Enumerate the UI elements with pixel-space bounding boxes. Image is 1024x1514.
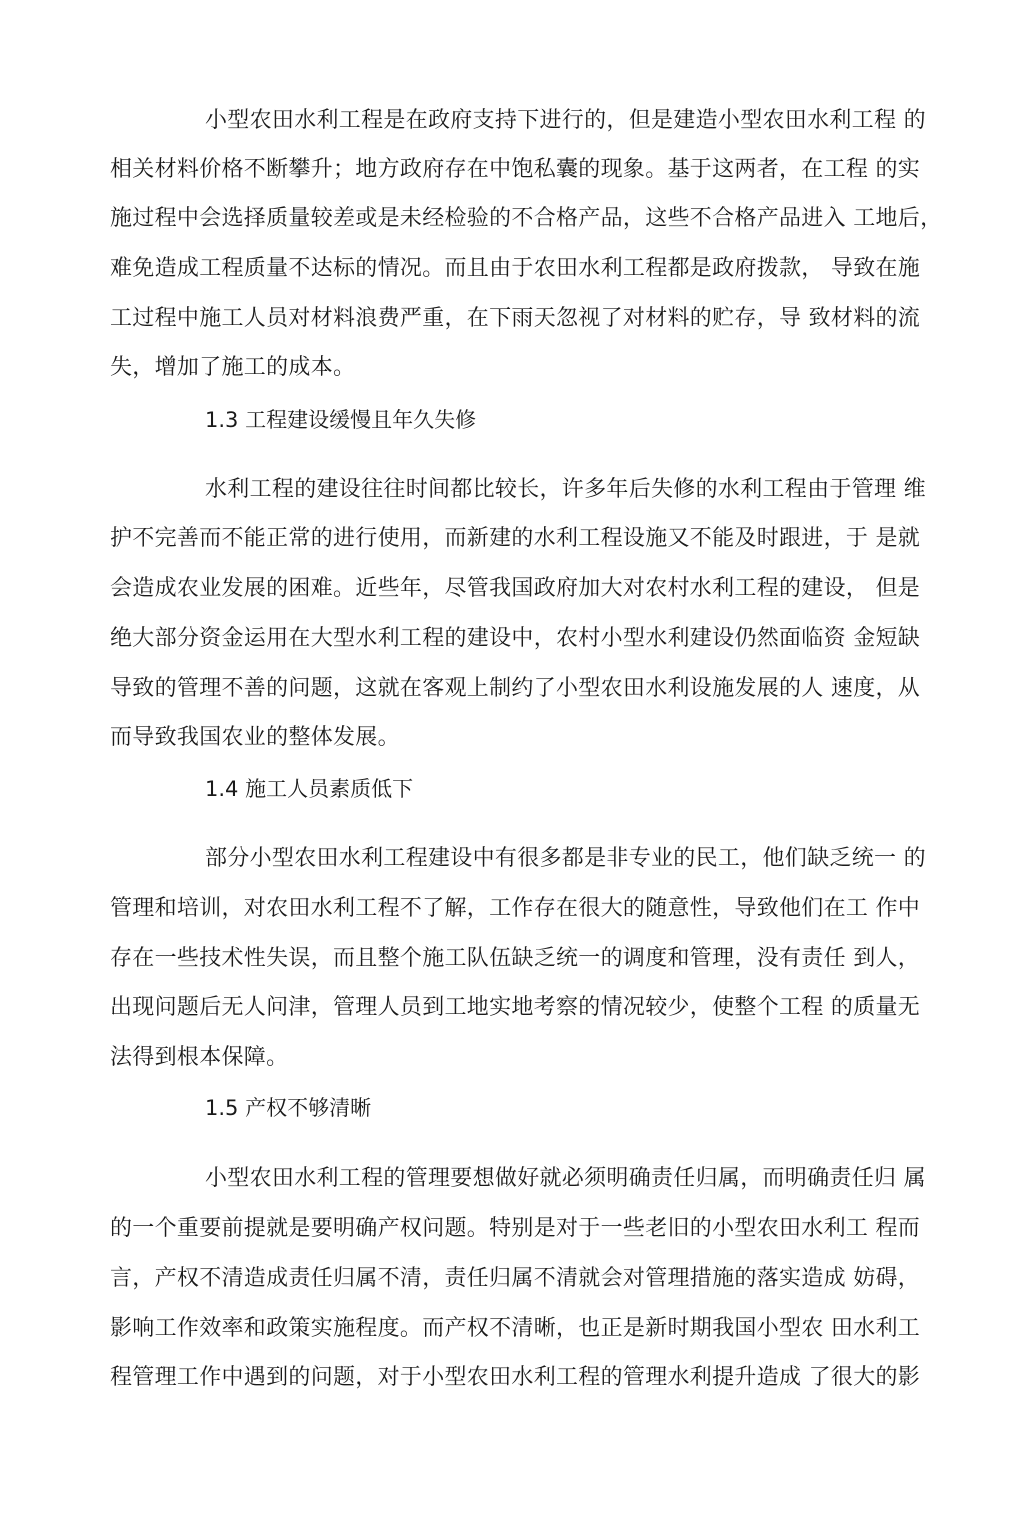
paragraph-1-line-2: 相关材料价格不断攀升；地方政府存在中饱私囊的现象。基于这两者，在工程 的实 bbox=[110, 157, 921, 182]
paragraph-1-line-3: 施过程中会选择质量较差或是未经检验的不合格产品，这些不合格产品进入 工地后， bbox=[110, 206, 943, 231]
paragraph-2-line-1: 水利工程的建设往往时间都比较长，许多年后失修的水利工程由于管理 维 bbox=[205, 477, 926, 502]
paragraph-4-line-3: 言，产权不清造成责任归属不清，责任归属不清就会对管理措施的落实造成 妨碍， bbox=[110, 1266, 921, 1291]
paragraph-3-line-5: 法得到根本保障。 bbox=[110, 1045, 289, 1070]
paragraph-1-line-6: 失，增加了施工的成本。 bbox=[110, 355, 356, 380]
paragraph-2-line-5: 导致的管理不善的问题，这就在客观上制约了小型农田水利设施发展的人 速度，从 bbox=[110, 676, 921, 701]
paragraph-4-line-2: 的一个重要前提就是要明确产权问题。特别是对于一些老旧的小型农田水利工 程而 bbox=[110, 1216, 921, 1241]
paragraph-3-line-3: 存在一些技术性失误，而且整个施工队伍缺乏统一的调度和管理，没有责任 到人， bbox=[110, 946, 921, 971]
paragraph-4-line-4: 影响工作效率和政策实施程度。而产权不清晰，也正是新时期我国小型农 田水利工 bbox=[110, 1316, 921, 1341]
paragraph-1-line-1: 小型农田水利工程是在政府支持下进行的，但是建造小型农田水利工程 的 bbox=[205, 108, 926, 133]
paragraph-2-line-2: 护不完善而不能正常的进行使用，而新建的水利工程设施又不能及时跟进，于 是就 bbox=[110, 526, 921, 551]
paragraph-2-line-4: 绝大部分资金运用在大型水利工程的建设中，农村小型水利建设仍然面临资 金短缺 bbox=[110, 626, 921, 651]
paragraph-2-line-3: 会造成农业发展的困难。近些年，尽管我国政府加大对农村水利工程的建设， 但是 bbox=[110, 576, 921, 601]
paragraph-3-line-2: 管理和培训，对农田水利工程不了解，工作存在很大的随意性，导致他们在工 作中 bbox=[110, 896, 921, 921]
section-heading-1-4: 1.4 施工人员素质低下 bbox=[205, 777, 414, 801]
paragraph-4-line-5: 程管理工作中遇到的问题，对于小型农田水利工程的管理水利提升造成 了很大的影 bbox=[110, 1365, 921, 1390]
paragraph-1-line-4: 难免造成工程质量不达标的情况。而且由于农田水利工程都是政府拨款， 导致在施 bbox=[110, 256, 921, 281]
paragraph-2-line-6: 而导致我国农业的整体发展。 bbox=[110, 725, 400, 750]
section-heading-1-3: 1.3 工程建设缓慢且年久失修 bbox=[205, 408, 477, 432]
paragraph-1-line-5: 工过程中施工人员对材料浪费严重，在下雨天忽视了对材料的贮存，导 致材料的流 bbox=[110, 306, 921, 331]
section-heading-1-5: 1.5 产权不够清晰 bbox=[205, 1096, 372, 1120]
paragraph-4-line-1: 小型农田水利工程的管理要想做好就必须明确责任归属，而明确责任归 属 bbox=[205, 1166, 926, 1191]
paragraph-3-line-1: 部分小型农田水利工程建设中有很多都是非专业的民工，他们缺乏统一 的 bbox=[205, 846, 926, 871]
paragraph-3-line-4: 出现问题后无人问津，管理人员到工地实地考察的情况较少，使整个工程 的质量无 bbox=[110, 995, 921, 1020]
